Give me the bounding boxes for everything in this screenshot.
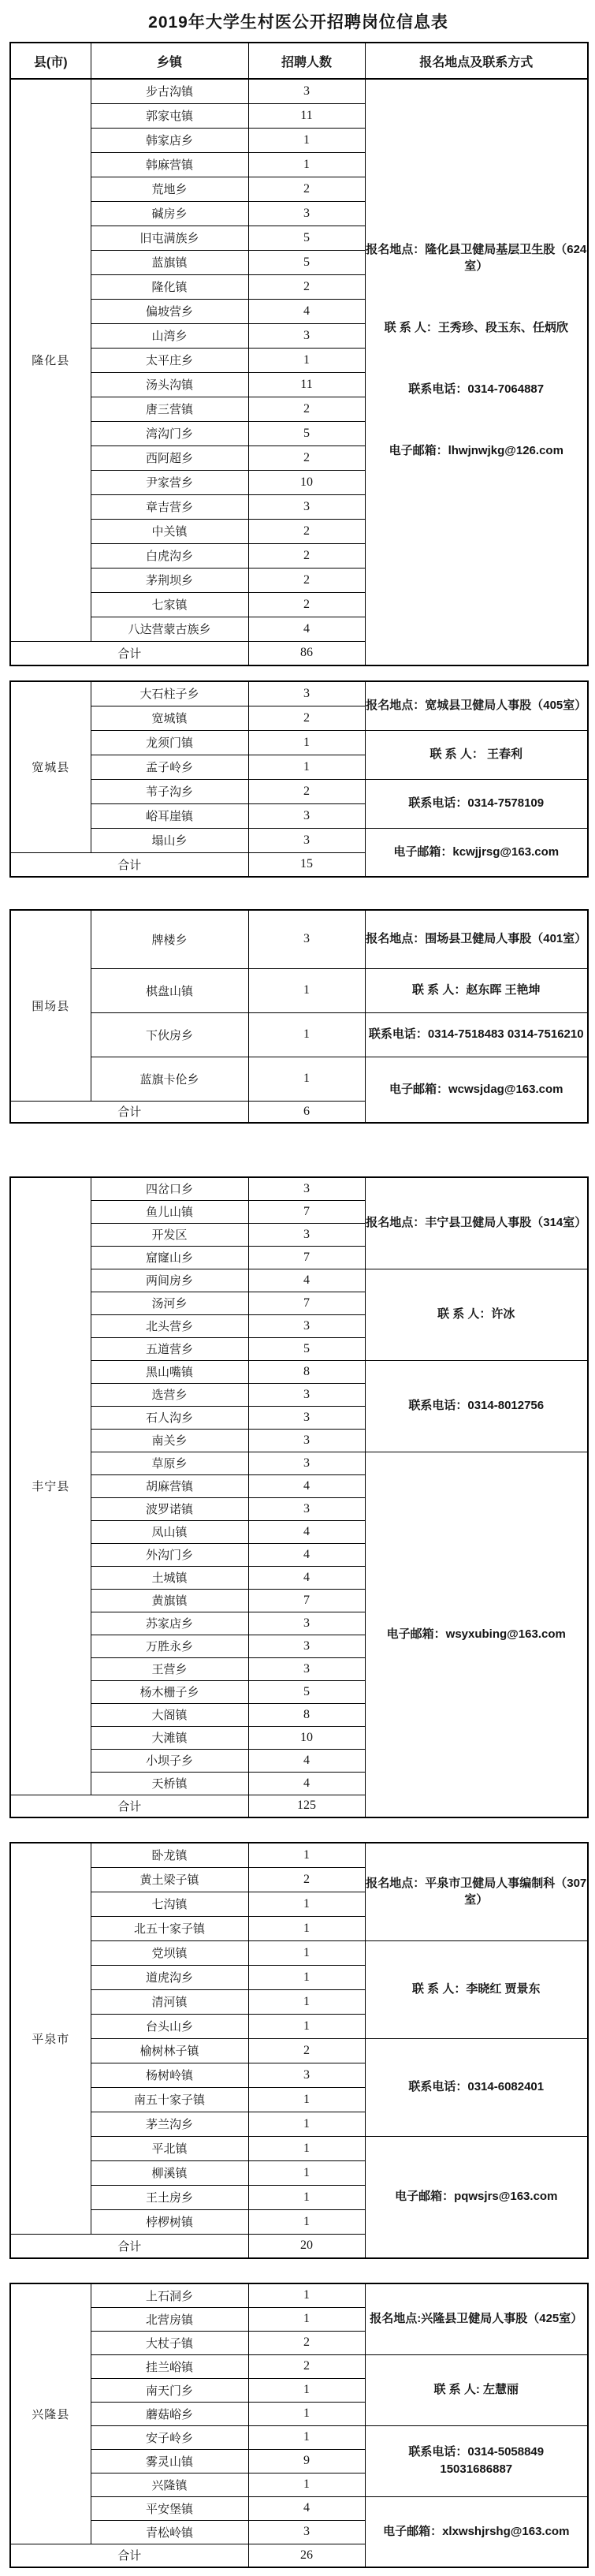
township-name: 隆化镇 xyxy=(91,274,248,299)
count-header: 招聘人数 xyxy=(248,43,365,79)
contact-info-cell xyxy=(365,1360,588,1452)
recruit-count: 1 xyxy=(248,2283,365,2307)
township-name: 太平庄乡 xyxy=(91,348,248,372)
table-row xyxy=(10,1360,588,1383)
township-name: 七家镇 xyxy=(91,592,248,617)
township-name: 土城镇 xyxy=(91,1566,248,1589)
recruit-count: 2 xyxy=(248,2354,365,2378)
township-name: 湾沟门乡 xyxy=(91,421,248,445)
recruit-count: 3 xyxy=(248,201,365,226)
total-count: 15 xyxy=(248,852,365,877)
recruitment-table-longhua xyxy=(9,42,589,666)
township-name: 中关镇 xyxy=(91,519,248,543)
township-name: 孟子岭乡 xyxy=(91,755,248,779)
township-name: 牌楼乡 xyxy=(91,910,248,968)
township-name: 旧屯满族乡 xyxy=(91,226,248,250)
total-count: 125 xyxy=(248,1795,365,1817)
recruit-count: 4 xyxy=(248,1269,365,1292)
recruit-count: 1 xyxy=(248,2112,365,2136)
contact-line: 联系电话：0314-7064887 xyxy=(408,382,545,396)
table-row xyxy=(10,910,588,968)
recruit-count: 7 xyxy=(248,1200,365,1223)
total-label: 合计 xyxy=(10,1795,248,1817)
total-count: 26 xyxy=(248,2544,365,2567)
total-label: 合计 xyxy=(10,2544,248,2567)
township-name: 桲椤树镇 xyxy=(91,2209,248,2234)
township-name: 台头山乡 xyxy=(91,2014,248,2038)
contact-info-cell xyxy=(365,1269,588,1360)
recruit-count: 3 xyxy=(248,1314,365,1337)
contact-info-cell xyxy=(365,910,588,968)
contact-info-cell xyxy=(365,1452,588,1817)
recruit-count: 1 xyxy=(248,1989,365,2014)
township-name: 尹家营乡 xyxy=(91,470,248,494)
township-name: 山湾乡 xyxy=(91,323,248,348)
township-name: 青松岭镇 xyxy=(91,2520,248,2544)
township-name: 八达营蒙古族乡 xyxy=(91,617,248,641)
township-name: 兴隆镇 xyxy=(91,2473,248,2496)
recruit-count: 3 xyxy=(248,1223,365,1246)
township-name: 道虎沟乡 xyxy=(91,1965,248,1989)
recruit-count: 5 xyxy=(248,226,365,250)
township-name: 安子岭乡 xyxy=(91,2425,248,2449)
recruit-count: 5 xyxy=(248,421,365,445)
county-name: 平泉市 xyxy=(10,1843,91,2234)
recruit-count: 5 xyxy=(248,1337,365,1360)
contact-info-cell xyxy=(365,681,588,730)
table-row xyxy=(10,968,588,1012)
recruit-count: 2 xyxy=(248,445,365,470)
contact-line: 15031686887 xyxy=(440,2462,513,2476)
township-name: 黄土梁子镇 xyxy=(91,1867,248,1892)
recruit-count: 1 xyxy=(248,152,365,177)
contact-header: 报名地点及联系方式 xyxy=(365,43,588,79)
recruit-count: 1 xyxy=(248,755,365,779)
recruit-count: 1 xyxy=(248,2209,365,2234)
contact-info-cell xyxy=(365,2496,588,2567)
table-row xyxy=(10,2038,588,2063)
township-name: 大阁镇 xyxy=(91,1703,248,1726)
table-body xyxy=(10,681,588,877)
contact-line: 电子邮箱：lhwjnwjkg@126.com xyxy=(389,443,563,457)
recruit-count: 4 xyxy=(248,1749,365,1772)
recruit-count: 2 xyxy=(248,706,365,730)
page-title: 2019年大学生村医公开招聘岗位信息表 xyxy=(148,13,448,32)
township-name: 碱房乡 xyxy=(91,201,248,226)
contact-info-cell xyxy=(365,968,588,1012)
township-name: 平北镇 xyxy=(91,2136,248,2160)
recruitment-table-kuancheng xyxy=(9,680,589,878)
township-header: 乡镇 xyxy=(91,43,248,79)
township-name: 茅兰沟乡 xyxy=(91,2112,248,2136)
total-count: 20 xyxy=(248,2234,365,2258)
township-name: 鱼儿山镇 xyxy=(91,1200,248,1223)
township-name: 茅荆坝乡 xyxy=(91,568,248,592)
table-body xyxy=(10,79,588,665)
county-name: 丰宁县 xyxy=(10,1177,91,1795)
county-name: 兴隆县 xyxy=(10,2283,91,2544)
contact-line: 电子邮箱：pqwsjrs@163.com xyxy=(395,2190,558,2204)
township-name: 杨木栅子乡 xyxy=(91,1680,248,1703)
recruit-count: 3 xyxy=(248,1452,365,1474)
recruit-count: 3 xyxy=(248,1429,365,1452)
recruit-count: 3 xyxy=(248,323,365,348)
contact-info-cell xyxy=(365,2283,588,2354)
recruit-count: 1 xyxy=(248,1940,365,1965)
township-name: 大石柱子乡 xyxy=(91,681,248,706)
total-label: 合计 xyxy=(10,2234,248,2258)
township-name: 汤头沟镇 xyxy=(91,372,248,397)
recruit-count: 11 xyxy=(248,103,365,128)
township-name: 石人沟乡 xyxy=(91,1406,248,1429)
township-name: 黑山嘴镇 xyxy=(91,1360,248,1383)
recruit-count: 3 xyxy=(248,681,365,706)
township-name: 北营房镇 xyxy=(91,2307,248,2331)
contact-line: 报名地点:兴隆县卫健局人事股（425室） xyxy=(370,2312,583,2326)
contact-line: 报名地点：丰宁县卫健局人事股（314室） xyxy=(366,1216,587,1230)
contact-info-cell xyxy=(365,79,588,665)
contact-line: 电子邮箱：wcwsjdag@163.com xyxy=(389,1082,563,1096)
recruit-count: 4 xyxy=(248,2496,365,2520)
recruit-count: 1 xyxy=(248,2378,365,2402)
township-name: 王营乡 xyxy=(91,1657,248,1680)
recruit-count: 2 xyxy=(248,568,365,592)
table-row xyxy=(10,2136,588,2160)
table-row xyxy=(10,779,588,803)
contact-info-cell xyxy=(365,2038,588,2136)
table-row xyxy=(10,730,588,755)
recruit-count: 3 xyxy=(248,1612,365,1635)
recruit-count: 5 xyxy=(248,250,365,274)
recruit-count: 7 xyxy=(248,1589,365,1612)
contact-info-cell xyxy=(365,828,588,877)
township-name: 天桥镇 xyxy=(91,1772,248,1795)
recruit-count: 2 xyxy=(248,177,365,201)
contact-line: 联系电话：0314-8012756 xyxy=(408,1399,545,1413)
contact-line: 联 系 人：李晓红 贾景东 xyxy=(411,1982,541,1996)
recruit-count: 4 xyxy=(248,1543,365,1566)
contact-info-cell xyxy=(365,779,588,828)
table-row xyxy=(10,1177,588,1200)
contact-info-cell xyxy=(365,1057,588,1123)
township-name: 蓝旗镇 xyxy=(91,250,248,274)
township-name: 杨树岭镇 xyxy=(91,2063,248,2087)
contact-line: 联 系 人：赵东晖 王艳坤 xyxy=(411,983,541,997)
recruit-count: 8 xyxy=(248,1703,365,1726)
township-name: 北五十家子镇 xyxy=(91,1916,248,1940)
total-label: 合计 xyxy=(10,1101,248,1123)
recruit-count: 1 xyxy=(248,2160,365,2185)
contact-line: 电子邮箱：xlxwshjrshg@163.com xyxy=(383,2524,570,2538)
recruit-count: 3 xyxy=(248,1635,365,1657)
recruit-count: 1 xyxy=(248,1965,365,1989)
township-name: 小坝子乡 xyxy=(91,1749,248,1772)
recruit-count: 3 xyxy=(248,79,365,103)
township-name: 宽城镇 xyxy=(91,706,248,730)
total-count: 86 xyxy=(248,641,365,665)
recruit-count: 3 xyxy=(248,803,365,828)
contact-info-cell xyxy=(365,2354,588,2425)
township-name: 窟窿山乡 xyxy=(91,1246,248,1269)
county-header: 县(市) xyxy=(10,43,91,79)
recruit-count: 1 xyxy=(248,1057,365,1101)
township-name: 万胜永乡 xyxy=(91,1635,248,1657)
recruit-count: 1 xyxy=(248,2402,365,2425)
contact-line: 报名地点：平泉市卫健局人事编制科（307室） xyxy=(366,1876,587,1907)
recruit-count: 1 xyxy=(248,1843,365,1867)
contact-line: 电子邮箱：wsyxubing@163.com xyxy=(386,1627,566,1641)
township-name: 塌山乡 xyxy=(91,828,248,852)
township-name: 凤山镇 xyxy=(91,1520,248,1543)
township-name: 清河镇 xyxy=(91,1989,248,2014)
recruit-count: 1 xyxy=(248,1012,365,1057)
township-name: 棋盘山镇 xyxy=(91,968,248,1012)
recruit-count: 1 xyxy=(248,1916,365,1940)
recruitment-table-fengning xyxy=(9,1176,589,1818)
recruit-count: 4 xyxy=(248,1772,365,1795)
recruit-count: 9 xyxy=(248,2449,365,2473)
recruit-count: 1 xyxy=(248,730,365,755)
recruit-count: 2 xyxy=(248,274,365,299)
contact-line: 报名地点：围场县卫健局人事股（401室） xyxy=(366,932,587,946)
recruitment-table-xinglong xyxy=(9,2283,589,2568)
recruit-count: 3 xyxy=(248,828,365,852)
township-name: 韩家店乡 xyxy=(91,128,248,152)
table-header xyxy=(10,43,588,79)
township-name: 苇子沟乡 xyxy=(91,779,248,803)
total-count: 6 xyxy=(248,1101,365,1123)
township-name: 大滩镇 xyxy=(91,1726,248,1749)
recruit-count: 3 xyxy=(248,1406,365,1429)
recruit-count: 10 xyxy=(248,1726,365,1749)
township-name: 韩麻营镇 xyxy=(91,152,248,177)
recruit-count: 1 xyxy=(248,2185,365,2209)
table-body xyxy=(10,910,588,1123)
township-name: 步古沟镇 xyxy=(91,79,248,103)
contact-info-cell xyxy=(365,1177,588,1269)
contact-line: 报名地点：宽城县卫健局人事股（405室） xyxy=(366,699,587,713)
contact-line: 联系电话：0314-7578109 xyxy=(408,796,545,811)
township-name: 峪耳崖镇 xyxy=(91,803,248,828)
township-name: 下伙房乡 xyxy=(91,1012,248,1057)
recruit-count: 1 xyxy=(248,2014,365,2038)
recruit-count: 8 xyxy=(248,1360,365,1383)
recruit-count: 5 xyxy=(248,1680,365,1703)
contact-line: 联 系 人: 左慧丽 xyxy=(433,2383,519,2397)
contact-line: 联 系 人：许冰 xyxy=(437,1307,515,1322)
township-name: 榆树林子镇 xyxy=(91,2038,248,2063)
table-row xyxy=(10,1843,588,1867)
recruit-count: 2 xyxy=(248,2038,365,2063)
recruit-count: 1 xyxy=(248,2087,365,2112)
township-name: 选营乡 xyxy=(91,1383,248,1406)
total-label: 合计 xyxy=(10,641,248,665)
recruit-count: 2 xyxy=(248,543,365,568)
recruit-count: 2 xyxy=(248,519,365,543)
township-name: 七沟镇 xyxy=(91,1892,248,1916)
township-name: 白虎沟乡 xyxy=(91,543,248,568)
recruit-count: 2 xyxy=(248,397,365,421)
township-name: 党坝镇 xyxy=(91,1940,248,1965)
township-name: 南天门乡 xyxy=(91,2378,248,2402)
recruit-count: 4 xyxy=(248,299,365,323)
contact-line: 联系电话：0314-7518483 0314-7516210 xyxy=(368,1027,584,1042)
township-name: 挂兰峪镇 xyxy=(91,2354,248,2378)
table-row xyxy=(10,2425,588,2449)
township-name: 雾灵山镇 xyxy=(91,2449,248,2473)
recruit-count: 4 xyxy=(248,617,365,641)
contact-info-cell xyxy=(365,2425,588,2496)
recruit-count: 2 xyxy=(248,592,365,617)
table-row xyxy=(10,828,588,852)
header-row xyxy=(10,43,588,79)
township-name: 外沟门乡 xyxy=(91,1543,248,1566)
township-name: 平安堡镇 xyxy=(91,2496,248,2520)
township-name: 开发区 xyxy=(91,1223,248,1246)
recruit-count: 3 xyxy=(248,1383,365,1406)
recruit-count: 7 xyxy=(248,1246,365,1269)
recruit-count: 1 xyxy=(248,128,365,152)
table-body xyxy=(10,1177,588,1817)
recruit-count: 1 xyxy=(248,2473,365,2496)
township-name: 北头营乡 xyxy=(91,1314,248,1337)
recruit-count: 4 xyxy=(248,1566,365,1589)
recruit-count: 4 xyxy=(248,1520,365,1543)
table-row xyxy=(10,1012,588,1057)
township-name: 两间房乡 xyxy=(91,1269,248,1292)
township-name: 郭家屯镇 xyxy=(91,103,248,128)
township-name: 唐三营镇 xyxy=(91,397,248,421)
township-name: 苏家店乡 xyxy=(91,1612,248,1635)
township-name: 柳溪镇 xyxy=(91,2160,248,2185)
township-name: 王土房乡 xyxy=(91,2185,248,2209)
recruit-count: 2 xyxy=(248,779,365,803)
township-name: 西阿超乡 xyxy=(91,445,248,470)
table-body xyxy=(10,1843,588,2258)
township-name: 汤河乡 xyxy=(91,1292,248,1314)
township-name: 偏坡营乡 xyxy=(91,299,248,323)
recruit-count: 3 xyxy=(248,494,365,519)
contact-line: 联系电话：0314-6082401 xyxy=(408,2080,545,2094)
township-name: 胡麻营镇 xyxy=(91,1474,248,1497)
contact-line: 电子邮箱：kcwjjrsg@163.com xyxy=(393,844,560,859)
table-row xyxy=(10,1940,588,1965)
recruit-count: 1 xyxy=(248,2136,365,2160)
contact-info-cell xyxy=(365,1843,588,1940)
township-name: 章吉营乡 xyxy=(91,494,248,519)
table-row xyxy=(10,681,588,706)
township-name: 五道营乡 xyxy=(91,1337,248,1360)
tables-container xyxy=(9,42,587,2568)
county-name: 宽城县 xyxy=(10,681,91,852)
township-name: 四岔口乡 xyxy=(91,1177,248,1200)
recruit-count: 1 xyxy=(248,2307,365,2331)
contact-info-cell xyxy=(365,1012,588,1057)
township-name: 蘑菇峪乡 xyxy=(91,2402,248,2425)
recruit-count: 3 xyxy=(248,2520,365,2544)
county-name: 隆化县 xyxy=(10,79,91,641)
recruit-count: 1 xyxy=(248,2425,365,2449)
contact-line: 联系电话：0314-5058849 xyxy=(408,2445,545,2459)
contact-line: 报名地点：隆化县卫健局基层卫生股（624室） xyxy=(366,242,587,274)
table-row xyxy=(10,2354,588,2378)
township-name: 大杖子镇 xyxy=(91,2331,248,2354)
recruit-count: 1 xyxy=(248,1892,365,1916)
recruitment-table-weichang xyxy=(9,909,589,1124)
contact-line: 联 系 人： 王春利 xyxy=(430,747,522,762)
table-row xyxy=(10,1452,588,1474)
township-name: 龙须门镇 xyxy=(91,730,248,755)
total-label: 合计 xyxy=(10,852,248,877)
table-row xyxy=(10,79,588,103)
township-name: 南关乡 xyxy=(91,1429,248,1452)
recruit-count: 3 xyxy=(248,1657,365,1680)
township-name: 南五十家子镇 xyxy=(91,2087,248,2112)
township-name: 卧龙镇 xyxy=(91,1843,248,1867)
recruit-count: 3 xyxy=(248,1497,365,1520)
contact-info-cell xyxy=(365,1940,588,2038)
township-name: 荒地乡 xyxy=(91,177,248,201)
table-row xyxy=(10,2283,588,2307)
contact-info-cell xyxy=(365,730,588,779)
contact-info-cell xyxy=(365,2136,588,2258)
recruit-count: 3 xyxy=(248,910,365,968)
county-name: 围场县 xyxy=(10,910,91,1101)
recruit-count: 7 xyxy=(248,1292,365,1314)
recruit-count: 3 xyxy=(248,2063,365,2087)
recruit-count: 3 xyxy=(248,1177,365,1200)
recruit-count: 1 xyxy=(248,968,365,1012)
township-name: 黄旗镇 xyxy=(91,1589,248,1612)
recruit-count: 4 xyxy=(248,1474,365,1497)
township-name: 波罗诺镇 xyxy=(91,1497,248,1520)
recruitment-table-pingquan xyxy=(9,1842,589,2259)
table-body xyxy=(10,2283,588,2567)
township-name: 草原乡 xyxy=(91,1452,248,1474)
recruit-count: 2 xyxy=(248,2331,365,2354)
table-row xyxy=(10,1269,588,1292)
table-row xyxy=(10,1057,588,1101)
township-name: 蓝旗卡伦乡 xyxy=(91,1057,248,1101)
recruit-count: 2 xyxy=(248,1867,365,1892)
recruit-count: 11 xyxy=(248,372,365,397)
township-name: 上石洞乡 xyxy=(91,2283,248,2307)
contact-line: 联 系 人：王秀珍、段玉东、任炳欣 xyxy=(384,321,568,335)
recruit-count: 1 xyxy=(248,348,365,372)
recruit-count: 10 xyxy=(248,470,365,494)
table-row xyxy=(10,2496,588,2520)
